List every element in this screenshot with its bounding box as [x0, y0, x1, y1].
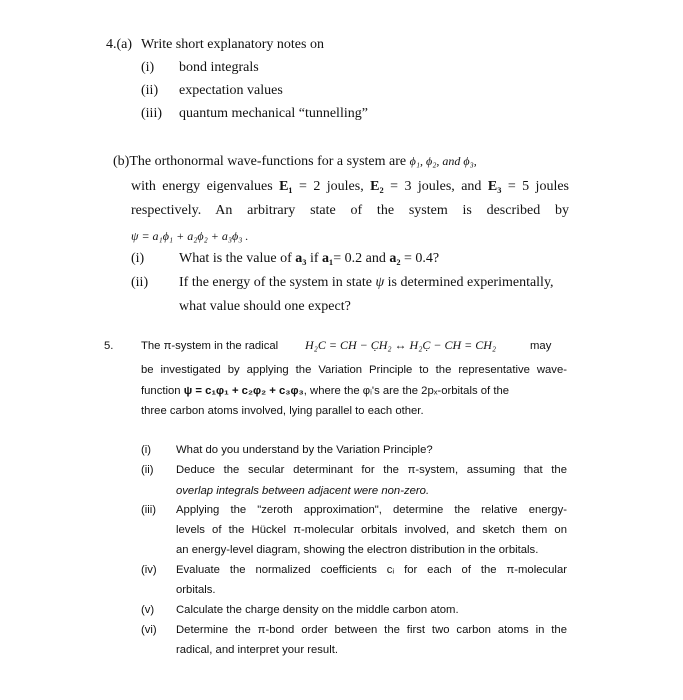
q5-wavefunction: ψ = c₁φ₁ + c₂φ₂ + c₃φ₃ — [183, 385, 304, 397]
q5-item-line: What do you understand by the Variation Principle? — [176, 444, 433, 456]
q4a-item-num: (ii) — [141, 83, 159, 98]
q4a-item-num: (iii) — [141, 106, 162, 121]
q4b-ii-post: is determined experimentally, — [384, 275, 554, 290]
q4b-e1-symbol: E₁ — [279, 179, 293, 194]
q4b-e2-symbol: E₂ — [370, 179, 384, 194]
q4b-i-text — [179, 251, 439, 267]
q4b-e1-value: = 2 joules, — [292, 179, 371, 194]
q5-line3-pre: function — [141, 385, 184, 397]
q4b-intro — [113, 154, 477, 170]
q5-item-line: radical, and interpret your result. — [176, 644, 339, 656]
q5-line1-post: may — [530, 340, 552, 352]
q5-number: 5. — [104, 340, 114, 352]
q5-item-line: Applying the "zeroth approximation", determine the relative energy- — [176, 504, 567, 516]
q4b-i-a3: a₃ — [295, 251, 307, 266]
q5-item-line: levels of the Hückel π-molecular orbitals involved, and sketch them on — [176, 524, 567, 536]
q5-item-num: (v) — [141, 604, 155, 616]
q4b-ii-line1 — [179, 275, 554, 291]
q5-item-line: an energy-level diagram, showing the electron distribution in the orbitals. — [176, 544, 539, 556]
q4b-energy-line — [131, 179, 569, 195]
q5-item-line: Determine the π-bond order between the first two carbon atoms in the — [176, 624, 567, 636]
q5-item-line-italic: overlap integrals between adjacent were non-zero. — [176, 485, 430, 497]
q5-item-num: (iii) — [141, 504, 157, 516]
q4b-i-num: (i) — [131, 251, 145, 266]
q5-line1-pre: The π-system in the radical — [141, 340, 279, 352]
q4a-label: 4.(a) — [106, 37, 133, 52]
q4b-ii-psi: ψ — [375, 275, 385, 290]
q5-line3-post: , where the φᵢ's are the 2pₓ-orbitals of the — [303, 385, 510, 397]
q4b-e3-symbol: E₃ — [487, 179, 502, 194]
q4b-i-mid: if — [306, 251, 323, 266]
q5-line3 — [141, 385, 509, 397]
q4a-item-text: expectation values — [179, 83, 283, 98]
q4b-i-prefix: What is the value of — [179, 251, 296, 266]
q4b-ii-pre: If the energy of the system in state — [179, 275, 376, 290]
q5-item-num: (iv) — [141, 564, 157, 576]
q5-item-num: (vi) — [141, 624, 157, 636]
q4a-item-text: quantum mechanical “tunnelling” — [179, 106, 368, 121]
q4a-item-text: bond integrals — [179, 60, 259, 75]
q5-line4: three carbon atoms involved, lying parallel to each other. — [141, 405, 424, 417]
q4b-respectively-line: respectively. An arbitrary state of the system is described by — [131, 203, 569, 218]
q5-item-line: Calculate the charge density on the middle carbon atom. — [176, 604, 459, 616]
q4b-e2-value: = 3 joules, and — [383, 179, 488, 194]
q4b-i-val1: = 0.2 and — [333, 251, 390, 266]
q4a-heading: Write short explanatory notes on — [141, 37, 324, 52]
q5-line2: be investigated by applying the Variation Principle to the representative wave- — [141, 364, 567, 376]
q4b-i-a2: a₂ — [389, 251, 401, 266]
q5-item-line: Evaluate the normalized coefficients cᵢ for each of the π-molecular — [176, 564, 567, 576]
q4b-intro-text: (b)The orthonormal wave-functions for a system are — [113, 154, 407, 169]
q4b-e3-value: = 5 joules — [501, 179, 570, 194]
q4b-energy-prefix: with energy eigenvalues — [131, 179, 273, 194]
q5-item-line: Deduce the secular determinant for the π-system, assuming that the — [176, 464, 567, 476]
q4b-i-val2: = 0.4? — [400, 251, 440, 266]
q4b-psi-expression: ψ = a₁ϕ₁ + a₂ϕ₂ + a₃ϕ₃ . — [131, 229, 249, 243]
q5-item-num: (i) — [141, 444, 152, 456]
q5-radical-formula: H₂C = CH − C̣H₂ ↔ H₂C̣ − CH = CH₂ — [305, 338, 497, 352]
q5-item-num: (ii) — [141, 464, 154, 476]
q4a-item-num: (i) — [141, 60, 155, 75]
q5-item-line: orbitals. — [176, 584, 216, 596]
q4b-intro-math: ϕ₁, ϕ₂, and ϕ₃, — [409, 154, 477, 168]
q4b-i-a1: a₁ — [322, 251, 334, 266]
q4b-ii-line2: what value should one expect? — [179, 299, 351, 314]
q4b-ii-num: (ii) — [131, 275, 149, 290]
